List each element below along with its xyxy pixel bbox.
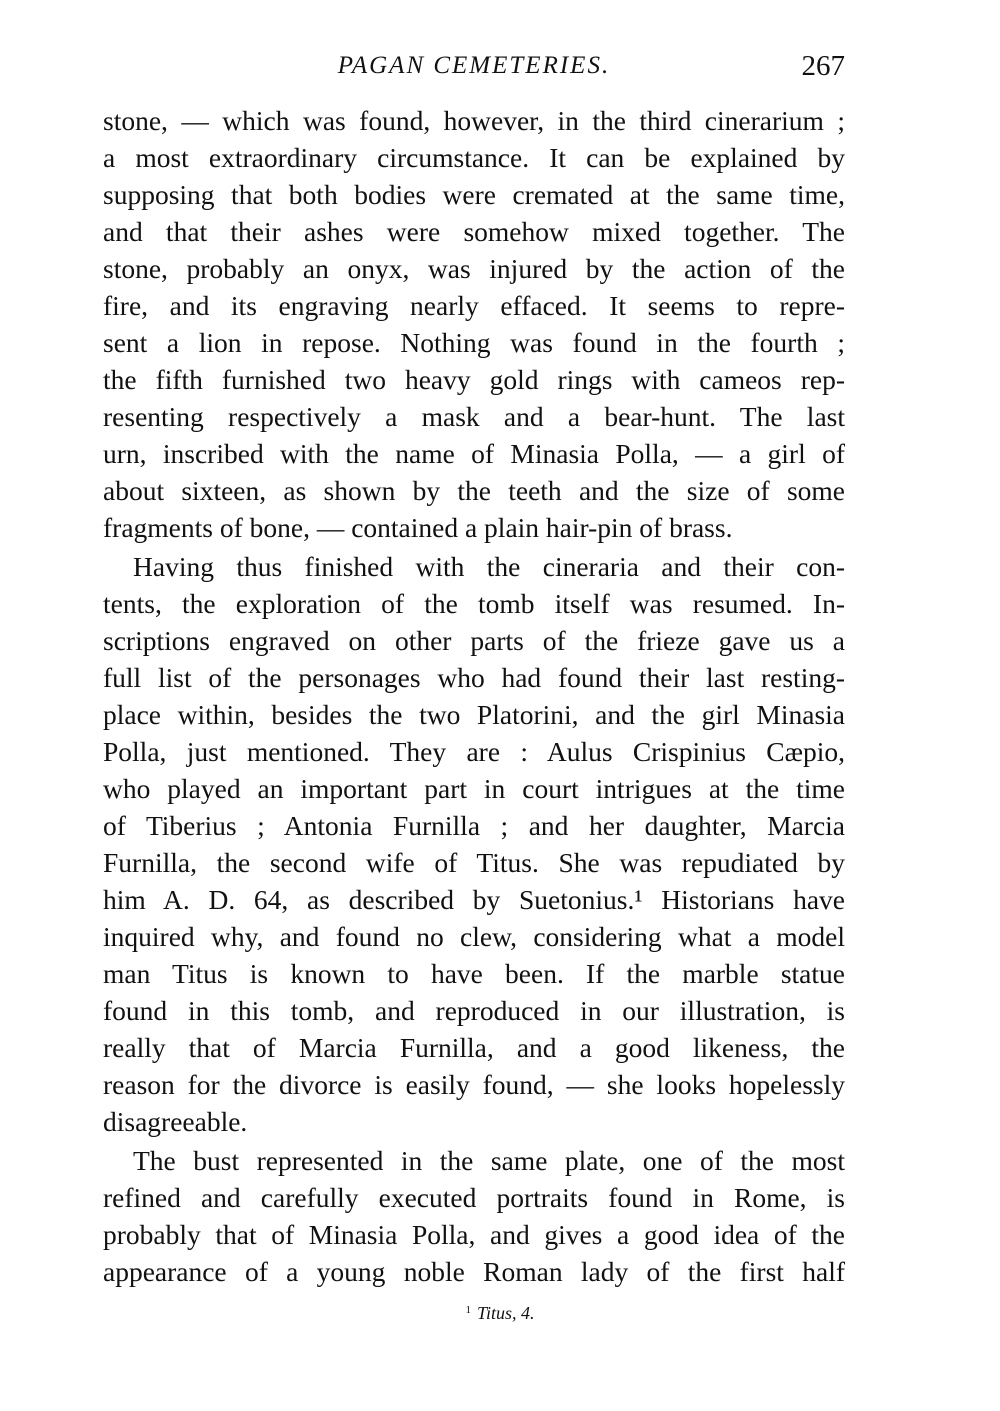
- page-number: 267: [801, 50, 845, 82]
- text-line: inquired why, and found no clew, considering what a model: [103, 921, 845, 952]
- text-line: found in this tomb, and reproduced in our illustration, is: [103, 995, 845, 1026]
- text-line: sent a lion in repose. Nothing was found in the fourth ;: [103, 327, 845, 358]
- paragraph-1: [103, 102, 845, 546]
- text-line: Having thus finished with the cineraria and their con-: [133, 551, 845, 582]
- text-line: refined and carefully executed portraits found in Rome, is: [103, 1182, 845, 1213]
- text-line: scriptions engraved on other parts of the frieze gave us a: [103, 625, 845, 656]
- text-line: who played an important part in court intrigues at the time: [103, 773, 845, 804]
- text-line: really that of Marcia Furnilla, and a good likeness, the: [103, 1032, 845, 1063]
- text-line: Furnilla, the second wife of Titus. She was repudiated by: [103, 847, 845, 878]
- running-head: [103, 50, 845, 90]
- text-line: supposing that both bodies were cremated at the same time,: [103, 179, 845, 210]
- body-text: [103, 102, 845, 1290]
- footnote: [0, 1303, 1000, 1324]
- text-line: tents, the exploration of the tomb itself was resumed. In-: [103, 588, 845, 619]
- text-line: man Titus is known to have been. If the marble statue: [103, 958, 845, 989]
- text-line: and that their ashes were somehow mixed together. The: [103, 216, 845, 247]
- text-line: reason for the divorce is easily found, — she looks hopelessly: [103, 1069, 845, 1100]
- text-line: appearance of a young noble Roman lady of the first half: [103, 1256, 845, 1287]
- paragraph-2: [103, 548, 845, 1140]
- text-line: him A. D. 64, as described by Suetonius.¹ Historians have: [103, 884, 845, 915]
- running-title: PAGAN CEMETERIES.: [337, 52, 611, 79]
- text-line: Polla, just mentioned. They are : Aulus Crispinius Cæpio,: [103, 736, 845, 767]
- text-line: place within, besides the two Platorini, and the girl Minasia: [103, 699, 845, 730]
- text-line: a most extraordinary circumstance. It can be explained by: [103, 142, 845, 173]
- text-line: urn, inscribed with the name of Minasia Polla, — a girl of: [103, 438, 845, 469]
- footnote-marker: 1: [465, 1304, 471, 1316]
- paragraph-3: [103, 1142, 845, 1290]
- text-line: resenting respectively a mask and a bear-hunt. The last: [103, 401, 845, 432]
- text-line: fragments of bone, — contained a plain hair-pin of brass.: [103, 512, 733, 543]
- text-line: disagreeable.: [103, 1106, 248, 1137]
- text-line: stone, — which was found, however, in the third cinerarium ;: [103, 105, 845, 136]
- text-line: of Tiberius ; Antonia Furnilla ; and her daughter, Marcia: [103, 810, 845, 841]
- text-line: fire, and its engraving nearly effaced. It seems to repre-: [103, 290, 845, 321]
- text-line: The bust represented in the same plate, one of the most: [133, 1145, 845, 1176]
- text-line: the fifth furnished two heavy gold rings with cameos rep-: [103, 364, 845, 395]
- text-line: full list of the personages who had found their last resting-: [103, 662, 845, 693]
- text-line: probably that of Minasia Polla, and gives a good idea of the: [103, 1219, 845, 1250]
- footnote-text: Titus, 4.: [476, 1303, 535, 1323]
- text-line: stone, probably an onyx, was injured by the action of the: [103, 253, 845, 284]
- text-line: about sixteen, as shown by the teeth and the size of some: [103, 475, 845, 506]
